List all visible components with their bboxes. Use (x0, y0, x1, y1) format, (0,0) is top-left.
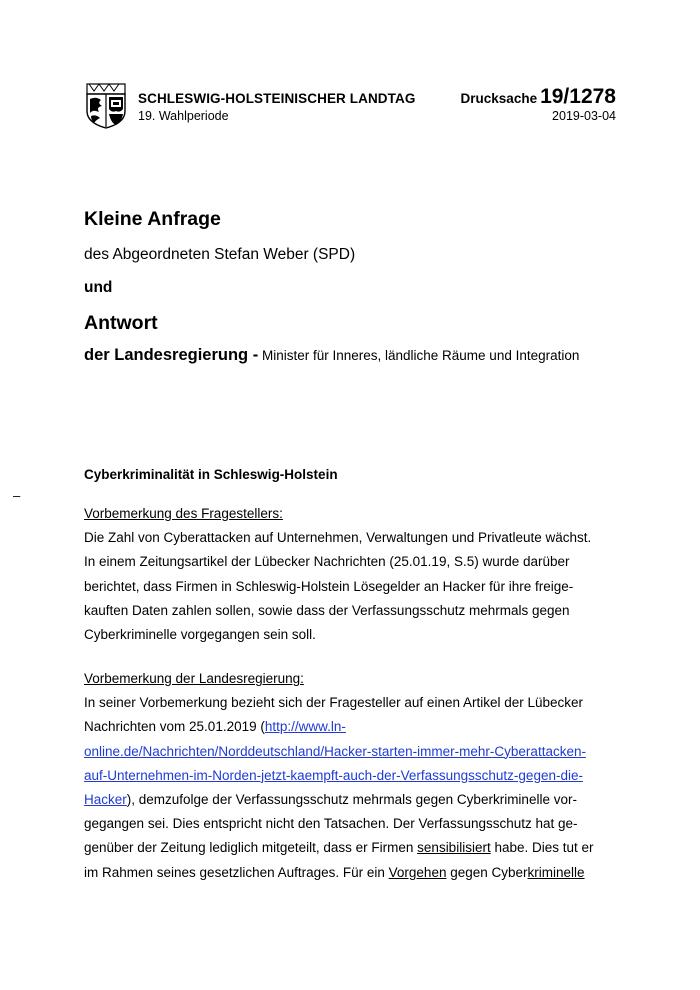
landesregierung-line (84, 715, 624, 739)
article-link[interactable]: online.de/Nachrichten/Norddeutschland/Hacker-starten-immer-mehr-Cyberattacken- (84, 743, 586, 759)
article-link[interactable]: http://www.ln- (264, 719, 346, 735)
title-antwort: Antwort (84, 312, 158, 334)
landesregierung-line (84, 764, 624, 788)
drucksache-label: Drucksache (460, 91, 538, 106)
underlined-word: Vorgehen (388, 864, 447, 880)
landesregierung-heading: Vorbemerkung der Landesregierung: (84, 671, 304, 686)
landesregierung-label: der Landesregierung - (84, 346, 259, 364)
schleswig-holstein-coat-of-arms-icon (86, 83, 126, 129)
text-span: habe. Dies tut er (490, 840, 594, 856)
text-span: im Rahmen seines gesetzlichen Auftrages. Für ein (84, 864, 389, 880)
title-kleine-anfrage: Kleine Anfrage (84, 208, 221, 230)
fragesteller-line: Die Zahl von Cyberattacken auf Unternehmen, Verwaltungen und Privatleute wächst. (84, 530, 592, 546)
parliament-name: SCHLESWIG-HOLSTEINISCHER LANDTAG (138, 91, 416, 106)
landesregierung-line (84, 861, 624, 885)
responding-ministry (84, 346, 579, 365)
article-link[interactable]: Hacker (84, 791, 127, 807)
fragesteller-heading: Vorbemerkung des Fragestellers: (84, 506, 283, 521)
underlined-word: kriminelle (527, 864, 585, 880)
fragesteller-section (84, 502, 624, 647)
member-of-parliament: des Abgeordneten Stefan Weber (SPD) (84, 246, 356, 263)
fragesteller-line: Cyberkriminelle vorgegangen sein soll. (84, 626, 316, 642)
drucksache-number: 19/1278 (540, 85, 616, 108)
legislative-period: 19. Wahlperiode (138, 109, 229, 123)
document-number (461, 85, 616, 109)
landesregierung-line (84, 788, 624, 812)
article-link[interactable]: auf-Unternehmen-im-Norden-jetzt-kaempft-auch-der-Verfassungsschutz-gegen-die- (84, 767, 583, 783)
subject-heading: Cyberkriminalität in Schleswig-Holstein (84, 467, 338, 482)
text-span: genüber der Zeitung lediglich mitgeteilt, dass er Firmen (84, 840, 418, 856)
landesregierung-line (84, 740, 624, 764)
landesregierung-line: gegangen sei. Dies entspricht nicht den Tatsachen. Der Verfassungsschutz hat ge- (84, 816, 578, 832)
underlined-word: sensibilisiert (417, 840, 491, 856)
fragesteller-line: berichtet, dass Firmen in Schleswig-Holstein Lösegelder an Hacker für ihre freige- (84, 578, 574, 594)
landesregierung-line: In seiner Vorbemerkung bezieht sich der Fragesteller auf einen Artikel der Lübecker (84, 695, 584, 711)
landesregierung-line (84, 836, 624, 860)
text-span: ), demzufolge der Verfassungsschutz mehrmals gegen Cyberkriminelle vor- (126, 791, 577, 807)
landesregierung-section (84, 667, 624, 885)
text-span: gegen Cyber (446, 864, 528, 880)
document-date: 2019-03-04 (552, 109, 616, 123)
text-span: Nachrichten vom 25.01.2019 ( (84, 719, 265, 735)
fragesteller-line: kauften Daten zahlen sollen, sowie dass der Verfassungsschutz mehrmals gegen (84, 602, 570, 618)
margin-mark: – (13, 488, 21, 503)
title-und: und (84, 279, 113, 296)
ministry-name: Minister für Inneres, ländliche Räume und Integration (258, 348, 580, 363)
fragesteller-line: In einem Zeitungsartikel der Lübecker Nachrichten (25.01.19, S.5) wurde darüber (84, 554, 570, 570)
